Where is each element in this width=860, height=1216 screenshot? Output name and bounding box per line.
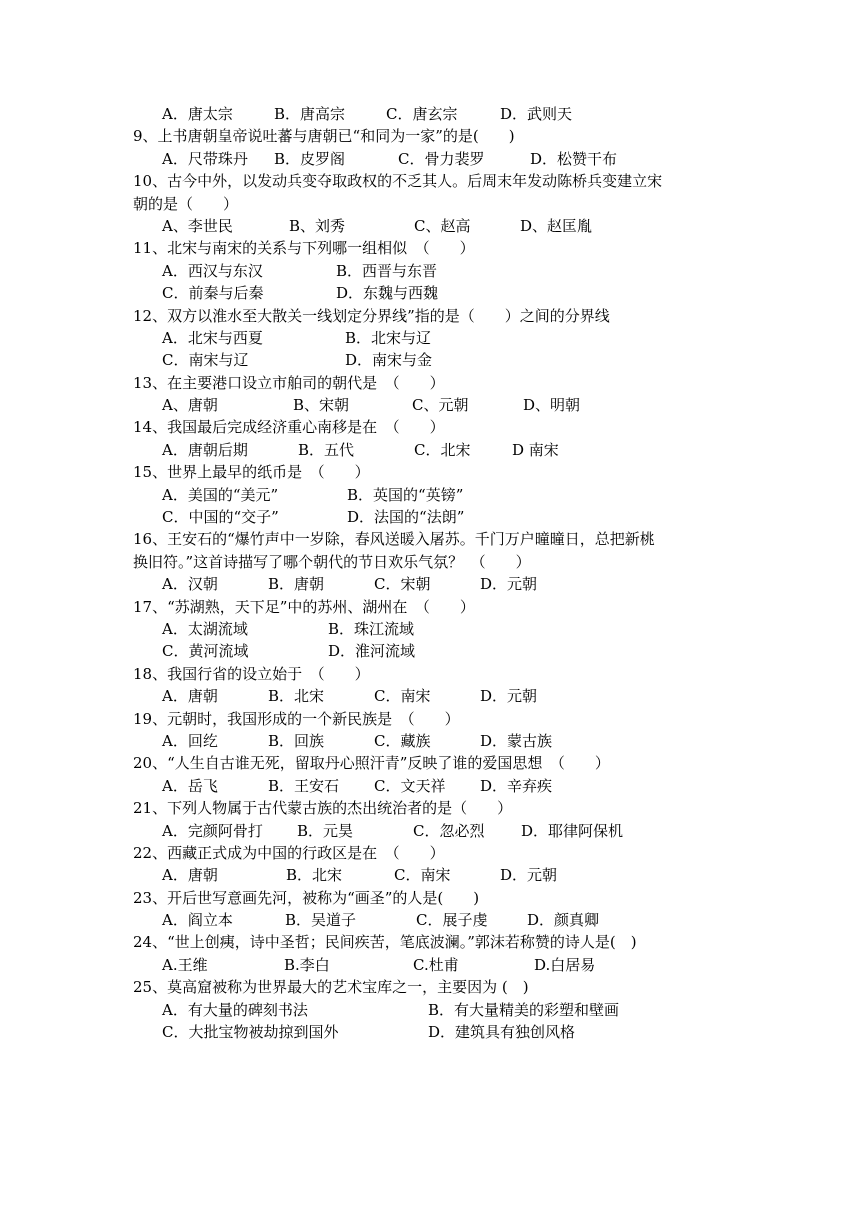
q15-option-c: C．中国的“交子” <box>162 508 279 527</box>
q18-stem: 18、我国行省的设立始于 （ ） <box>133 664 370 683</box>
q24-option-a: A.王维 <box>162 955 208 974</box>
q12-options-row2 <box>0 349 860 371</box>
q11-option-c: C．前秦与后秦 <box>162 284 264 303</box>
q10-option-a: A、李世民 <box>162 216 233 235</box>
q17-stem: 17、“苏湖熟，天下足”中的苏州、湖州在 （ ） <box>133 597 475 616</box>
q14-option-b: B．五代 <box>298 440 355 459</box>
q19-option-a: A．回纥 <box>162 731 218 750</box>
q21-option-c: C．忽必烈 <box>413 821 485 840</box>
q18-option-b: B．北宋 <box>268 687 325 706</box>
q21-option-a: A．完颜阿骨打 <box>162 821 263 840</box>
q10-option-c: C、赵高 <box>414 216 471 235</box>
q12-option-d: D．南宋与金 <box>345 351 433 370</box>
q8-option-c: C．唐玄宗 <box>386 105 458 123</box>
q24-stem: 24、“世上创痍，诗中圣哲；民间疾苦，笔底波澜。”郭沫若称赞的诗人是( ) <box>133 933 637 952</box>
q20-option-d: D．辛弃疾 <box>480 776 553 795</box>
q19-option-b: B．回族 <box>268 731 325 750</box>
q8-option-a: A．唐太宗 <box>162 105 233 123</box>
q20-stem: 20、“人生自古谁无死，留取丹心照汗青”反映了谁的爱国思想 （ ） <box>133 754 610 773</box>
q13-option-d: D、明朝 <box>523 396 581 415</box>
q13-options <box>0 394 860 416</box>
q16-option-c: C．宋朝 <box>374 575 431 594</box>
q9-stem: 9、上书唐朝皇帝说吐蕃与唐朝已“和同为一家”的是( ) <box>133 127 515 146</box>
q23-option-c: C．展子虔 <box>416 911 488 930</box>
q19-stem: 19、元朝时，我国形成的一个新民族是 （ ） <box>133 709 460 728</box>
q21-option-b: B．元昊 <box>297 821 354 840</box>
q14-option-d: D 南宋 <box>512 440 559 459</box>
q14-options <box>0 439 860 461</box>
q17-option-d: D．淮河流域 <box>328 642 416 661</box>
q25-options-row2 <box>0 1021 860 1043</box>
q16-option-b: B．唐朝 <box>268 575 325 594</box>
q16-option-d: D．元朝 <box>480 575 538 594</box>
q12-option-c: C．南宋与辽 <box>162 351 249 370</box>
q11-options-row2 <box>0 282 860 304</box>
q16-option-a: A．汉朝 <box>162 575 218 594</box>
q17-options-row1 <box>0 618 860 640</box>
q11-option-b: B．西晋与东晋 <box>336 261 438 280</box>
q20-option-a: A．岳飞 <box>162 776 218 795</box>
q10-stem-line2: 朝的是（ ） <box>133 194 239 213</box>
q22-option-c: C．南宋 <box>394 866 451 885</box>
q19-option-d: D．蒙古族 <box>480 731 553 750</box>
q22-option-d: D．元朝 <box>500 866 558 885</box>
q10-option-b: B、刘秀 <box>289 216 346 235</box>
q15-option-d: D．法国的“法朗” <box>347 508 465 527</box>
q18-option-c: C．南宋 <box>374 687 431 706</box>
q10-option-d: D、赵匡胤 <box>520 216 593 235</box>
q22-option-a: A．唐朝 <box>162 866 218 885</box>
q11-option-d: D．东魏与西魏 <box>336 284 439 303</box>
q20-options <box>0 775 860 797</box>
q24-option-d: D.白居易 <box>534 955 596 974</box>
q25-option-d: D．建筑具有独创风格 <box>428 1023 576 1042</box>
q14-option-a: A．唐朝后期 <box>162 440 248 459</box>
q8-option-d: D．武则天 <box>500 105 573 123</box>
q13-option-b: B、宋朝 <box>293 396 350 415</box>
q19-options <box>0 730 860 752</box>
q21-option-d: D．耶律阿保机 <box>521 821 624 840</box>
q16-options <box>0 573 860 595</box>
q15-options-row2 <box>0 506 860 528</box>
q17-option-c: C．黄河流域 <box>162 642 249 661</box>
q11-options-row1 <box>0 260 860 282</box>
q23-option-a: A．阎立本 <box>162 911 233 930</box>
q15-stem: 15、世界上最早的纸币是 （ ） <box>133 463 370 482</box>
q15-options-row1 <box>0 484 860 506</box>
q22-option-b: B．北宋 <box>286 866 343 885</box>
q23-stem: 23、开后世写意画先河，被称为“画圣”的人是( ) <box>133 888 480 907</box>
q25-options-row1 <box>0 999 860 1021</box>
q21-stem: 21、下列人物属于古代蒙古族的杰出统治者的是（ ） <box>133 799 513 818</box>
q10-options <box>0 215 860 237</box>
q18-option-d: D．元朝 <box>480 687 538 706</box>
exam-page <box>0 103 860 1043</box>
q17-options-row2 <box>0 640 860 662</box>
q16-stem-line2: 换旧符。”这首诗描写了哪个朝代的节日欢乐气氛？ （ ） <box>133 552 531 571</box>
q22-stem: 22、西藏正式成为中国的行政区是在 （ ） <box>133 843 445 862</box>
q23-option-b: B．吴道子 <box>285 911 357 930</box>
q11-option-a: A．西汉与东汉 <box>162 261 263 280</box>
q9-option-a: A．尺带珠丹 <box>162 149 248 168</box>
q24-options <box>0 954 860 976</box>
q13-option-c: C、元朝 <box>412 396 469 415</box>
q20-option-b: B．王安石 <box>268 776 340 795</box>
q15-option-b: B．英国的“英镑” <box>347 485 464 504</box>
q18-option-a: A．唐朝 <box>162 687 218 706</box>
q14-option-c: C．北宋 <box>414 440 471 459</box>
q24-option-b: B.李白 <box>284 955 330 974</box>
q13-option-a: A、唐朝 <box>162 396 218 415</box>
q17-option-b: B．珠江流域 <box>328 619 415 638</box>
q12-stem: 12、双方以淮水至大散关一线划定分界线”指的是（ ）之间的分界线 <box>133 306 610 325</box>
q17-option-a: A．太湖流域 <box>162 619 248 638</box>
q11-stem: 11、北宋与南宋的关系与下列哪一组相似 （ ） <box>133 239 475 258</box>
q9-option-d: D．松赞干布 <box>530 149 618 168</box>
q25-stem: 25、莫高窟被称为世界最大的艺术宝库之一，主要因为 ( ) <box>133 978 529 997</box>
q13-stem: 13、在主要港口设立市舶司的朝代是 （ ） <box>133 373 445 392</box>
q22-options <box>0 864 860 886</box>
q23-options <box>0 909 860 931</box>
q25-option-c: C．大批宝物被劫掠到国外 <box>162 1023 339 1042</box>
q14-stem: 14、我国最后完成经济重心南移是在 （ ） <box>133 418 445 437</box>
q16-stem-line1: 16、王安石的“爆竹声中一岁除，春风送暖入屠苏。千门万户曈曈日，总把新桃 <box>133 530 655 549</box>
q8-options <box>0 103 860 125</box>
q10-stem-line1: 10、古今中外，以发动兵变夺取政权的不乏其人。后周末年发动陈桥兵变建立宋 <box>133 172 663 191</box>
q12-options-row1 <box>0 327 860 349</box>
q9-option-c: C．骨力裴罗 <box>398 149 485 168</box>
q20-option-c: C．文天祥 <box>374 776 446 795</box>
q9-options <box>0 148 860 170</box>
q12-option-a: A．北宋与西夏 <box>162 328 263 347</box>
q15-option-a: A．美国的“美元” <box>162 485 279 504</box>
q19-option-c: C．藏族 <box>374 731 431 750</box>
q12-option-b: B．北宋与辽 <box>345 328 432 347</box>
q23-option-d: D．颜真卿 <box>527 911 600 930</box>
q8-option-b: B．唐高宗 <box>274 105 346 123</box>
q18-options <box>0 685 860 707</box>
q25-option-a: A．有大量的碑刻书法 <box>162 1000 308 1019</box>
q25-option-b: B．有大量精美的彩塑和壁画 <box>428 1000 620 1019</box>
q21-options <box>0 820 860 842</box>
q9-option-b: B．皮罗阁 <box>274 149 346 168</box>
q24-option-c: C.杜甫 <box>413 955 459 974</box>
